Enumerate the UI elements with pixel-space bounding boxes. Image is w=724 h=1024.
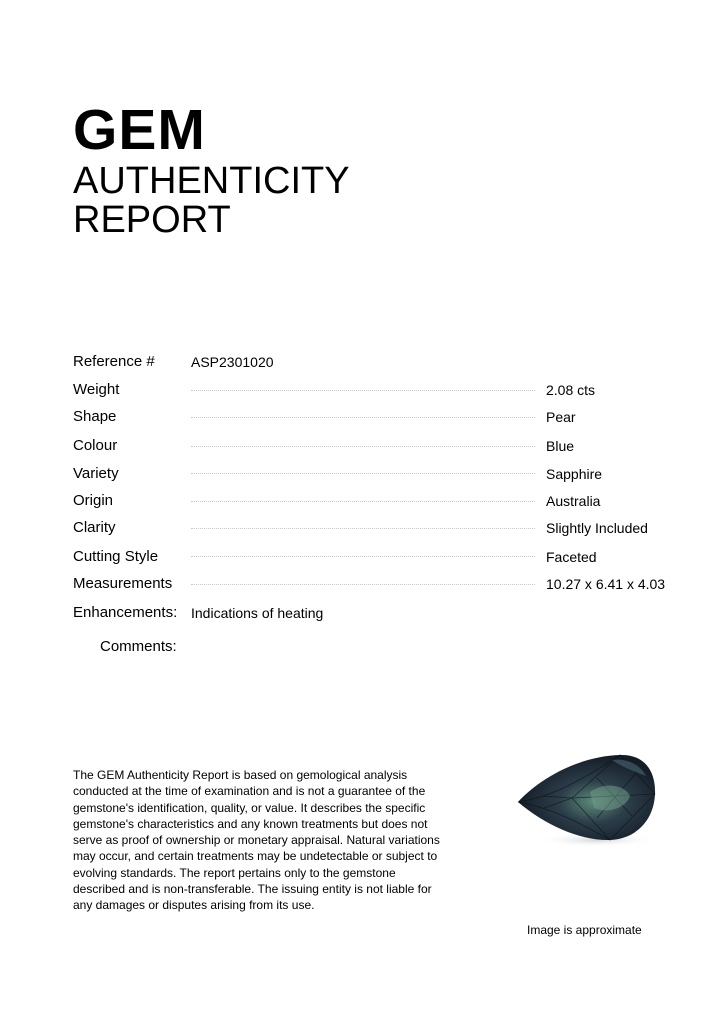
report-title: GEM [73, 98, 206, 162]
variety-value: Sapphire [546, 466, 603, 482]
cutting-style-leader [191, 556, 535, 557]
gem-illustration [512, 750, 662, 850]
origin-label: Origin [73, 492, 114, 509]
colour-label: Colour [73, 437, 118, 454]
clarity-value: Slightly Included [546, 520, 648, 536]
report-subtitle [73, 162, 350, 240]
clarity-leader [191, 528, 535, 529]
origin-value: Australia [546, 493, 601, 509]
weight-leader [191, 390, 535, 391]
variety-leader [191, 473, 535, 474]
enhancements-value: Indications of heating [191, 605, 324, 621]
variety-label: Variety [73, 465, 119, 482]
weight-label: Weight [73, 381, 120, 398]
report-subtitle-line-2: REPORT [73, 199, 231, 241]
reference-value: ASP2301020 [191, 354, 274, 370]
measurements-label: Measurements [73, 575, 173, 592]
weight-value: 2.08 cts [546, 382, 596, 398]
colour-leader [191, 446, 535, 447]
shape-value: Pear [546, 409, 576, 425]
pear-sapphire-gem-icon [512, 750, 662, 850]
reference-label: Reference # [73, 353, 155, 370]
cutting-style-label: Cutting Style [73, 548, 159, 565]
shape-leader [191, 417, 535, 418]
clarity-label: Clarity [73, 519, 116, 536]
cutting-style-value: Faceted [546, 549, 597, 565]
colour-value: Blue [546, 438, 575, 454]
disclaimer-text: The GEM Authenticity Report is based on gemological analysis conducted at the time of examination and is not a guarantee of the gemstone's identification, quality, or value. It describes the specific gemstone's characteristics and any known treatments but does not serve as proof of ownership or monetary appraisal. Natural variations may occur, and certain treatments may be undetectable or subject to evolving standards. The report pertains only to the gemstone described and is non-transferable. The issuing entity is not liable for any damages or disputes arising from its use. [73, 768, 440, 913]
measurements-value: 10.27 x 6.41 x 4.03 [546, 576, 666, 592]
origin-leader [191, 501, 535, 502]
report-subtitle-line-1: AUTHENTICITY [73, 160, 350, 202]
measurements-leader [191, 584, 535, 585]
comments-label: Comments: [100, 638, 177, 655]
image-caption: Image is approximate [527, 923, 642, 937]
enhancements-label: Enhancements: [73, 604, 178, 621]
shape-label: Shape [73, 408, 117, 425]
